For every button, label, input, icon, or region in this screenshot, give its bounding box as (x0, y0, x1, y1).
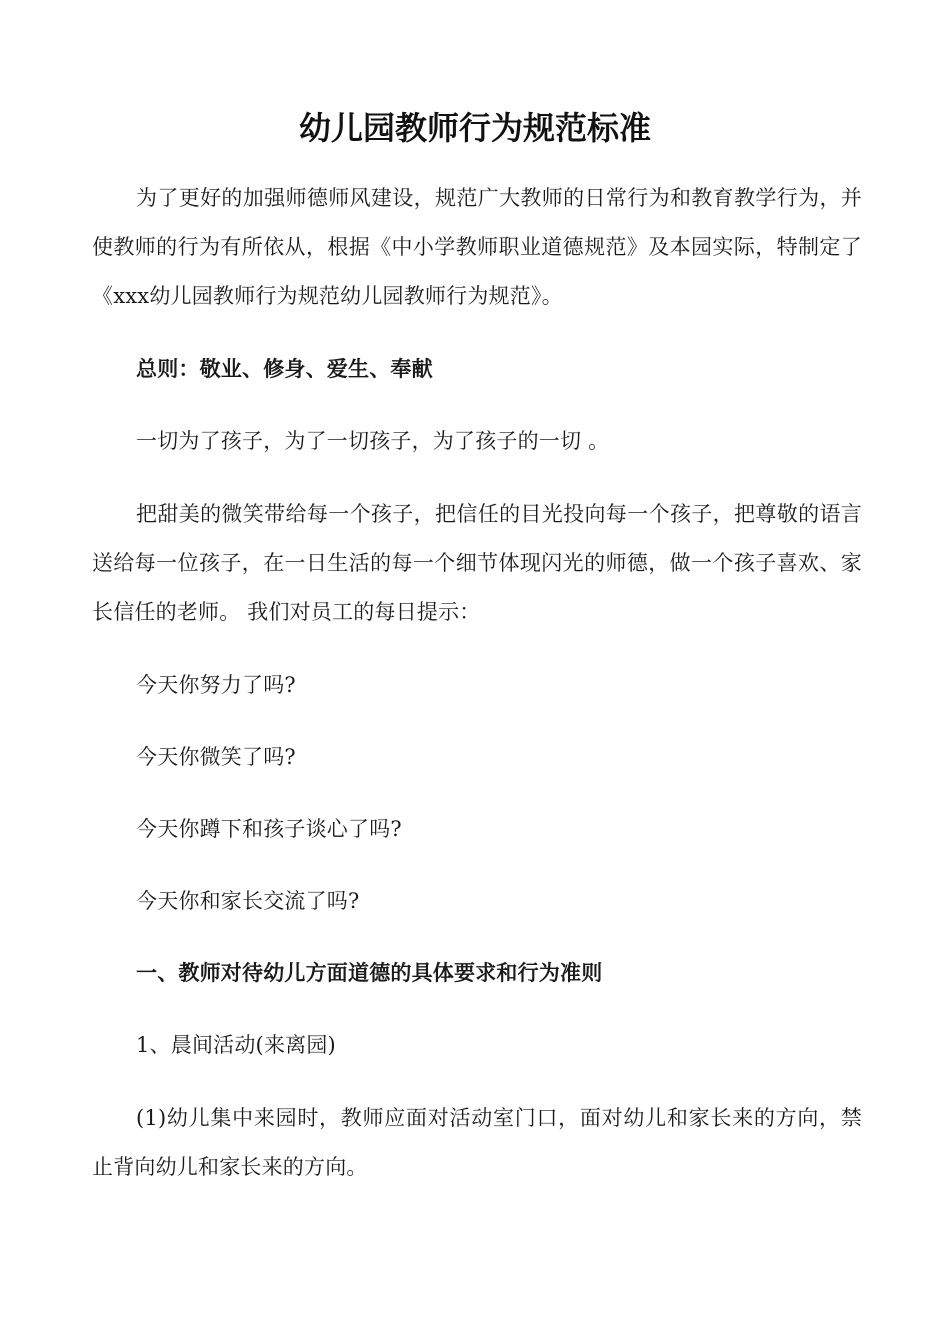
daily-question-2: 今天你微笑了吗? (136, 745, 296, 769)
smile-paragraph: 把甜美的微笑带给每一个孩子，把信任的目光投向每一个孩子，把尊敬的语言送给每一位孩子，在一日生活的每一个细节体现闪光的师德，做一个孩子喜欢、家长信任的老师。 我们对员工的每日提示： (92, 502, 862, 624)
intro-paragraph: 为了更好的加强师德师风建设，规范广大教师的日常行为和教育教学行为，并使教师的行为有所依从，根据《中小学教师职业道德规范》及本园实际，特制定了《xxx幼儿园教师行为规范幼儿园教师行为规范》。 (92, 186, 862, 308)
daily-question-3: 今天你蹲下和孩子谈心了吗? (136, 817, 402, 841)
motto-paragraph: 一切为了孩子，为了一切孩子，为了孩子的一切 。 (136, 429, 610, 453)
page-title: 幼儿园教师行为规范标准 (298, 109, 651, 147)
principle-heading: 总则：敬业、修身、爱生、奉献 (136, 357, 433, 381)
daily-question-4: 今天你和家长交流了吗? (136, 889, 360, 913)
subsection-1-heading: 1、晨间活动(来离园) (136, 1033, 336, 1057)
item-1-paragraph: (1)幼儿集中来园时，教师应面对活动室门口，面对幼儿和家长来的方向，禁止背向幼儿和家长来的方向。 (92, 1106, 862, 1179)
section-1-heading: 一、教师对待幼儿方面道德的具体要求和行为准则 (136, 961, 603, 985)
daily-question-1: 今天你努力了吗? (136, 673, 296, 697)
